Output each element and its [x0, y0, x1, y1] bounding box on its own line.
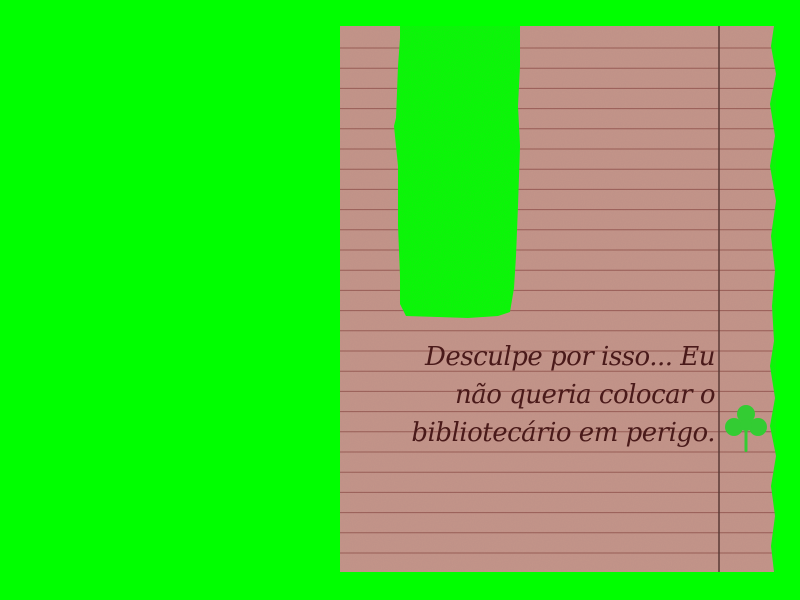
- paper-graphic: [338, 26, 778, 572]
- note-line-1: Desculpe por isso... Eu: [425, 342, 715, 372]
- torn-notebook-page: [338, 26, 778, 572]
- clover-icon: [720, 400, 772, 458]
- note-line-2: não queria colocar o: [454, 380, 715, 410]
- apology-note-text: [405, 338, 715, 452]
- note-line-3: bibliotecário em perigo.: [411, 418, 715, 448]
